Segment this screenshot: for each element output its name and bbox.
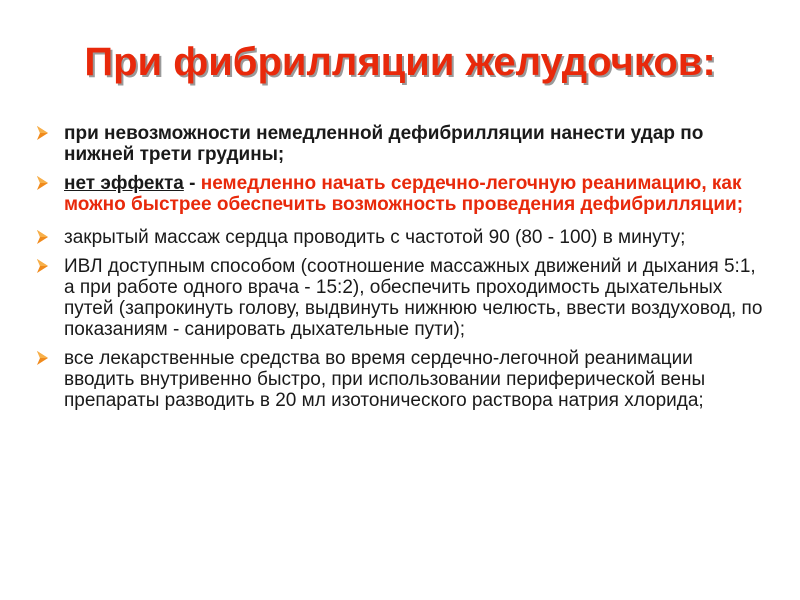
bullet-text: ИВЛ доступным способом (соотношение массажных движений и дыхания 5:1, а при работе одного врача - 15:2), обеспечить проходимость дыхательных путей (запрокинуть голову, выдвинуть нижнюю челюсть, ввести воздуховод, по показаниям - санировать дыхательные пути); bbox=[64, 256, 763, 340]
bullet-item-no-effect bbox=[34, 173, 764, 215]
bullet-text: все лекарственные средства во время сердечно-легочной реанимации вводить внутривенно быстро, при использовании периферической вены препараты разводить в 20 мл изотонического раствора натрия хлорида; bbox=[64, 348, 706, 411]
chevron-bullet-icon bbox=[36, 175, 50, 191]
bullet-text: при невозможности немедленной дефибрилляции нанести удар по нижней трети грудины; bbox=[64, 123, 704, 165]
chevron-bullet-icon bbox=[36, 258, 50, 274]
bullet-lead-text: нет эффекта bbox=[64, 173, 184, 194]
bullet-item-medications bbox=[34, 348, 764, 411]
bullet-item-chest-compressions bbox=[34, 227, 764, 248]
bullet-list bbox=[34, 123, 764, 419]
bullet-item-no-defibrillation bbox=[34, 123, 764, 165]
bullet-text: закрытый массаж сердца проводить с частотой 90 (80 - 100) в минуту; bbox=[64, 227, 686, 248]
chevron-bullet-icon bbox=[36, 125, 50, 141]
bullet-text: немедленно начать сердечно-легочную реанимацию, как можно быстрее обеспечить возможность проведения дефибрилляции; bbox=[64, 173, 744, 215]
bullet-separator: - bbox=[183, 173, 201, 194]
bullet-item-ventilation bbox=[34, 256, 764, 340]
chevron-bullet-icon bbox=[36, 350, 50, 366]
chevron-bullet-icon bbox=[36, 229, 50, 245]
slide-title: При фибрилляции желудочков: bbox=[84, 40, 716, 84]
